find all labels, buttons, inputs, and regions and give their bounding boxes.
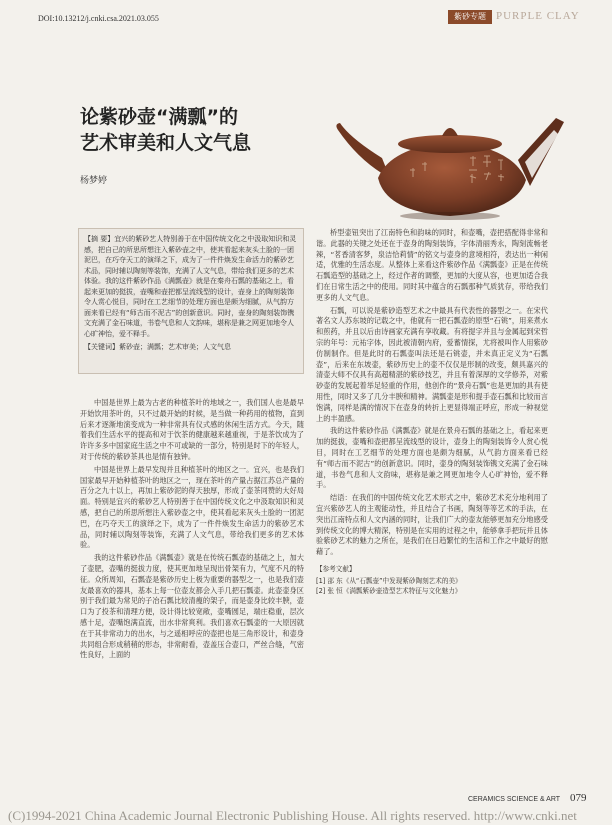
copyright-notice: (C)1994-2021 China Academic Journal Electronic Publishing House. All rights reserved. http://www.cnki.net <box>8 808 577 823</box>
teapot-knob <box>442 128 458 136</box>
body-paragraph: 中国是世界上最为古老的种植茶叶的地域之一，我们国人也是最早开始饮用茶叶的，只不过最开始的时候，是当做一种药用的植物，直到后来才逐渐地演变成为一种非常具有仪式感的休闲生活方式。今天，随着我们生活水平的提高和对于饮茶的健康越来越重视，于是茶饮成为了许许多多中国家庭生活之中不可或缺的一部分，特别是时下的年轻人，对于传统的紫砂茶具也是情有独钟。 <box>80 398 304 461</box>
body-paragraph: 我的这件紫砂作品《满瓢壶》就是在传统石瓢壶的基础之上，加大了壶肥，壶嘴的挺拔力度，使其更加地呈现出骨架有力，气度不凡的特征。众所周知，石瓢壶是紫砂历史上极为重要的器型之一，也是我们壶友最喜欢的器具，基本上每一位壶友都会入手几把石瓢壶。此壶壶身区别于我们最为常见的子冶石瓢比较清瘦的架子，而是壶身比较丰腴，壶口为了投茶和清理方便，设计得比较宽敞，壶嘴圆足，端庄稳重，层次感十足，壶嘴饱满直流，出水非常爽利。我们喜欢石瓢壶的一大原因就在于其非常动力的出水，与之遥相呼应的壶把也是三角形设计，和壶身共同组合形成稍稍的形态，非常耐看，壶盖压合壶口，严丝合缝，气密性良好，上面的 <box>80 553 304 660</box>
author-name: 杨梦婷 <box>80 176 108 186</box>
section-tab: 紫砂专题 <box>448 10 492 24</box>
teapot-body <box>378 142 526 216</box>
abstract-box <box>78 228 304 374</box>
left-column <box>80 398 304 758</box>
article-title <box>80 104 320 156</box>
body-paragraph: 石瓢，可以说是紫砂造型艺术之中最具有代表性的器型之一。在宋代著名文人苏东坡的记载之中，他就有一把石瓢壶的原型“石铫”，用来煮水和煎药，并且以后由诗画家充满有享收藏。有将提字并且与金属起到宋哲宗的年号：元祐字体，因此被清朝内府，爱蓄情探，尤将被叫作人用紫砂仿制制作。但是此时的石瓢壶叫法还是石铫壶，并未真正定义为“石瓢壶”，后来在东坡壶，紫砂历史上的壶不仅仅是形制的改变，颇具嘉兴的清壶大师不仅具有高超精湛的紫砂技艺，并且有着深厚的文学修养，对紫砂壶的发展起着举足轻重的作用，他创作的“景舟石瓢”也是更加的具有使用性，同时又多了几分丰腴和精神。满瓢壶是形和提手壶石瓢和比较而言饱满，同样是满的情况下在壶身的转折上更显得端正呼应，形成一种视觉上的丰盈感。 <box>316 305 548 423</box>
references <box>316 564 548 596</box>
reference-item: [2] 张 恒《满瓢紫砂壶造型艺术特征与文化魅力》 <box>316 586 462 595</box>
body-paragraph: 中国是世界上最早发现并且种植茶叶的地区之一。宜兴，也是我们国家最早开始种植茶叶的地区之一，现在茶叶的产量占据江苏总产量的百分之九十以上，再加上紫砂泥的得天独厚，形成了壶茶同赞的大好局面。特别是宜兴的紫砂艺人特别善于在中国传统文化之中汲取知识和灵感，把自己的所思所想注入紫砂壶之中，使其看起来灰头土脸的一团泥巴，在巧夺天工的演绎之下，成为了一件件焕发生命活力的紫砂艺术品，同时辅以陶刻等装饰，充满了人文气息，带给我们更多的艺术体验。 <box>80 464 304 550</box>
teapot-photo <box>320 90 575 225</box>
title-line-2: 艺术审美和人文气息 <box>80 132 252 154</box>
right-column <box>316 228 548 758</box>
page-number: 079 <box>570 792 587 804</box>
teapot-spout <box>336 123 390 178</box>
abstract-text: 【摘 要】宜兴的紫砂艺人特别善于在中国传统文化之中汲取知识和灵感，把自己的所思所想注入紫砂壶之中，使其看起来灰头土脸的一团泥巴，在巧夺天工的演绎之下，成为了一件件焕发生命活力的紫砂艺术品，同时辅以陶刻等装饰，充满了人文气息，带给我们更多的艺术体验。我的这件紫砂作品《满瓢壶》就是在秦舟石瓢的基础之上，看起来更加的挺拔，壶嘴和壶把都呈流线型的设计，壶身上的陶刻装饰令人赏心悦目，同时在工艺细节的处理方面也是颇为细腻，从气韵方面来看已经有“师古而不泥古”的创新意识。同时，壶身的陶刻装饰镌文充满了金石味道，书卷气息和人文韵味，堪称是兼之网更加地令人心旷神怡，爱不释手。 <box>84 235 297 338</box>
reference-item: [1] 邵 东《从“石瓢壶”中发现紫砂陶刻艺术的美》 <box>316 576 462 585</box>
doi-label: DOI:10.13212/j.cnki.csa.2021.03.055 <box>38 14 159 23</box>
references-title: 【参考文献】 <box>316 564 356 573</box>
keywords: 【关键词】紫砂壶；满瓢；艺术审美；人文气息 <box>84 343 231 351</box>
title-line-1: 论紫砂壶“满瓢”的 <box>80 106 238 128</box>
section-title-en: PURPLE CLAY <box>496 10 580 22</box>
teapot-lid <box>398 135 502 153</box>
body-paragraph: 桥型壶钮突出了江南特色和韵味的同时，和壶嘴，壶把搭配得非常和谐。此器的关键之处还在于壶身的陶刻装饰，字体清丽秀永，陶刻流畅老辣，“茗香清客梦，泉洁恰莉情”的铭文与壶身的意境相符，表达出一种闲适，优雅的生活态度。从整体上来看这件紫砂作品《满瓢壶》正是在传统石瓢造型的基础之上，经过作者的调整，更加的大度从容，也更加适合我们在日常生活之中的使用。同时其中蕴含的石瓢那种气质犹存，带给我们更多的人文气息。 <box>316 228 548 302</box>
conclusion-paragraph: 结语：在我们的中国传统文化艺术形式之中，紫砂艺术充分地利用了宜兴紫砂艺人的主观能动性，并且结合了书画，陶刻等等艺术的手法，在突出江南特点和人文内涵的同时，让我们广大的壶友能够更加充分地感受到传统文化的博大精深，特别是在实用的过程之中，能够拿手把玩并且体验紫砂艺术的魅力之所在，是我们在日趋繁忙的生活和工作之中最好的慰藉了。 <box>316 493 548 557</box>
body-paragraph: 我的这件紫砂作品《满瓢壶》就是在景舟石瓢的基础之上，看起来更加的挺拔，壶嘴和壶把都呈流线型的设计，壶身上的陶刻装饰令人赏心悦目，同时在工艺细节的处理方面也是颇为细腻，从气韵方面来看已经有“师古而不泥古”的创新意识。同时，壶身的陶刻装饰镌文充满了金石味道，书卷气息和人文韵味，堪称是兼之网更加地令人心旷神怡，爱不释手。 <box>316 426 548 490</box>
journal-name: CERAMICS SCIENCE & ART <box>468 796 561 803</box>
